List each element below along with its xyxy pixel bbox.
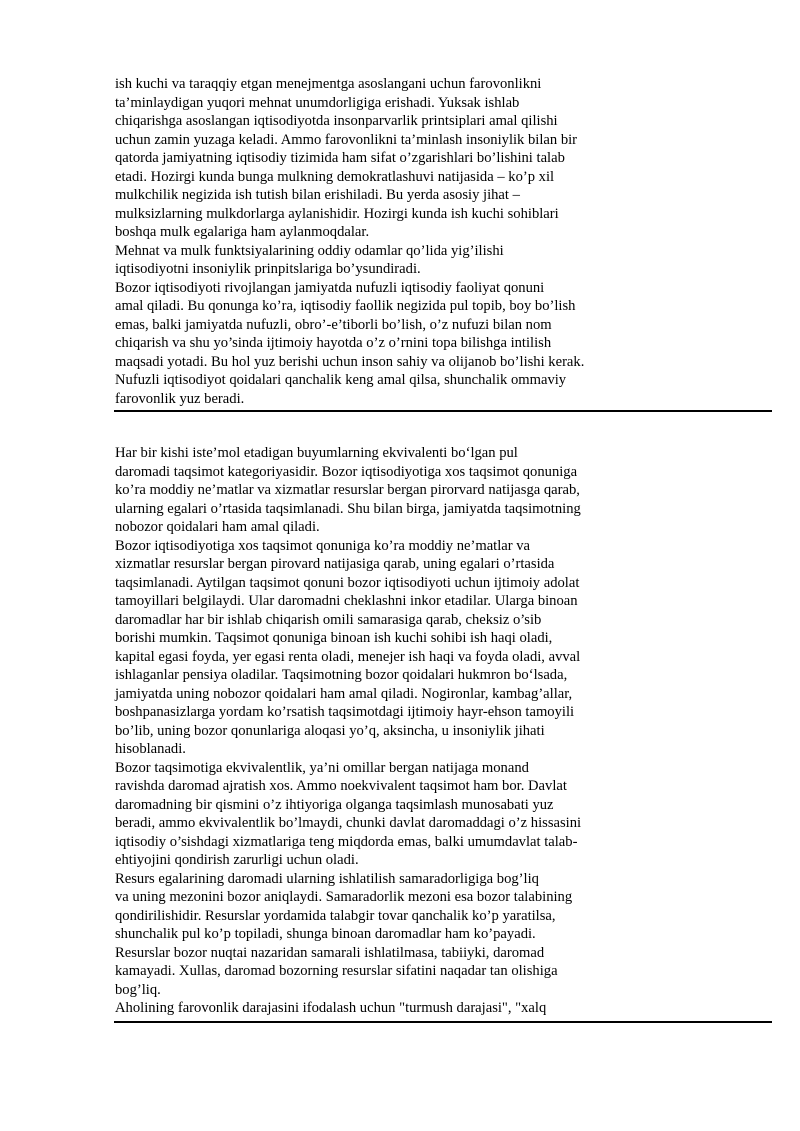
text-line: Bozor taqsimotiga ekvivalentlik, ya’ni omillar bergan natijaga monand <box>115 759 529 776</box>
text-line: beradi, ammo ekvivalentlik bo’lmaydi, chunki davlat daromaddagi o’z hissasini <box>115 815 582 831</box>
text-line: ta’minlaydigan yuqori mehnat unumdorligiga erishadi. Yuksak ishlab <box>115 94 520 111</box>
text-line: tamoyillari belgilaydi. Ular daromadni cheklashni inkor etadilar. Ularga binoan <box>115 593 578 609</box>
text-line: amal qiladi. Bu qonunga ko’ra, iqtisodiy faollik negizida pul topib, boy bo’lish <box>115 298 576 314</box>
text-line: taqsimlanadi. Aytilgan taqsimot qonuni bozor iqtisodiyoti uchun ijtimoiy adolat <box>115 574 580 591</box>
text-line: daromadlar har bir ishlab chiqarish omili samarasiga qarab, cheksiz o’sib <box>115 611 542 628</box>
text-line: emas, balki jamiyatda nufuzli, obro’-e’tiborli bo’lish, o’z nufuzi bilan nom <box>115 316 552 333</box>
text-line: Resurslar bozor nuqtai nazaridan samarali ishlatilmasa, tabiiyki, daromad <box>115 944 545 961</box>
text-line: iqtisodiyotni insoniylik prinpitslariga bo’ysundiradi. <box>115 261 421 277</box>
text-line: Har bir kishi iste’mol etadigan buyumlarning ekvivalenti bo‘lgan pul <box>115 445 518 461</box>
text-line: ish kuchi va taraqqiy etgan menejmentga asoslangani uchun farovonlikni <box>115 76 542 92</box>
text-line: ravishda daromad ajratish xos. Ammo noekvivalent taqsimot ham bor. Davlat <box>115 778 567 794</box>
text-line: nobozor qoidalari ham amal qiladi. <box>115 519 320 535</box>
text-line: uchun zamin yuzaga keladi. Ammo farovonlikni ta’minlash insoniylik bilan bir <box>115 131 578 148</box>
text-line: bo’lib, uning bozor qonunlariga aloqasi yo’q, aksincha, u insoniylik jihati <box>115 722 545 739</box>
text-line: boshqa mulk egalariga ham aylanmoqdalar. <box>115 224 370 240</box>
text-line: daromadning bir qismini o’z ihtiyoriga olganga taqsimlash munosabati yuz <box>115 796 554 813</box>
text-line: maqsadi yotadi. Bu hol yuz berishi uchun inson sahiy va olijanob bo’lishi kerak. <box>115 353 585 370</box>
section-divider <box>114 1021 772 1023</box>
text-line: va uning mezonini bozor aniqlaydi. Samaradorlik mezoni esa bozor talabining <box>115 889 573 905</box>
text-line: bog’liq. <box>115 981 161 998</box>
text-line: xizmatlar resurslar bergan pirovard natijasiga qarab, uning egalari o’rtasida <box>115 556 555 572</box>
text-line: boshpanasizlarga yordam ko’rsatish taqsimotdagi ijtimoiy hayr-ehson tamoyili <box>115 704 575 720</box>
text-line: mulksizlarning mulkdorlarga aylanishidir. Hozirgi kunda ish kuchi sohiblari <box>115 205 559 222</box>
text-line: kamayadi. Xullas, daromad bozorning resurslar sifatini naqadar tan olishiga <box>115 963 558 979</box>
text-line: borishi mumkin. Taqsimot qonuniga binoan ish kuchi sohibi ish haqi oladi, <box>115 630 553 646</box>
text-line: daromadi taqsimot kategoriyasidir. Bozor iqtisodiyotiga xos taqsimot qonuniga <box>115 463 578 480</box>
text-line: qondirilishidir. Resurslar yordamida talabgir tovar qanchalik ko’p yaratilsa, <box>115 907 556 924</box>
text-line: Aholining farovonlik darajasini ifodalash uchun "turmush darajasi", "xalq <box>115 1000 547 1016</box>
text-line: Nufuzli iqtisodiyot qoidalari qanchalik keng amal qilsa, shunchalik ommaviy <box>115 372 567 388</box>
text-line: Mehnat va mulk funktsiyalarining oddiy odamlar qo’lida yig’ilishi <box>115 242 504 259</box>
text-section-2 <box>115 444 655 1018</box>
section-divider <box>114 410 772 412</box>
text-line: iqtisodiy o’sishdagi xizmatlariga teng miqdorda emas, balki umumdavlat talab- <box>115 833 578 850</box>
text-line: etadi. Hozirgi kunda bunga mulkning demokratlashuvi natijasida – ko’p xil <box>115 168 555 185</box>
text-line: chiqarishga asoslangan iqtisodiyotda insonparvarlik printsiplari amal qilishi <box>115 113 558 129</box>
text-line: shunchalik pul ko’p topiladi, shunga binoan daromadlar ham ko’payadi. <box>115 926 536 942</box>
text-line: ko’ra moddiy ne’matlar va xizmatlar resurslar bergan pirorvard natijasga qarab, <box>115 482 580 498</box>
text-line: chiqarish va shu yo’sinda ijtimoiy hayotda o’z o’rnini topa bilishga intilish <box>115 335 552 351</box>
text-line: kapital egasi foyda, yer egasi renta oladi, menejer ish haqi va foyda oladi, avval <box>115 648 581 665</box>
text-line: mulkchilik negizida ish tutish bilan erishiladi. Bu yerda asosiy jihat – <box>115 187 520 203</box>
text-line: ehtiyojini qondirish zarurligi uchun oladi. <box>115 852 359 868</box>
text-line: hisoblanadi. <box>115 741 186 757</box>
text-line: jamiyatda uning nobozor qoidalari ham amal qiladi. Nogironlar, kambag’allar, <box>115 685 573 702</box>
text-line: Bozor iqtisodiyoti rivojlangan jamiyatda nufuzli iqtisodiy faoliyat qonuni <box>115 279 545 296</box>
text-section-1 <box>115 75 655 408</box>
text-line: ularning egalari o’rtasida taqsimlanadi. Shu bilan birga, jamiyatda taqsimotning <box>115 500 581 517</box>
text-line: qatorda jamiyatning iqtisodiy tizimida ham sifat o’zgarishlari bo’lishini talab <box>115 150 565 166</box>
text-line: ishlaganlar pensiya oladilar. Taqsimotning bozor qoidalari hukmron bo‘lsada, <box>115 667 568 683</box>
text-line: Bozor iqtisodiyotiga xos taqsimot qonuniga ko’ra moddiy ne’matlar va <box>115 537 531 554</box>
text-line: Resurs egalarining daromadi ularning ishlatilish samaradorligiga bog’liq <box>115 870 539 887</box>
text-line: farovonlik yuz beradi. <box>115 390 245 407</box>
